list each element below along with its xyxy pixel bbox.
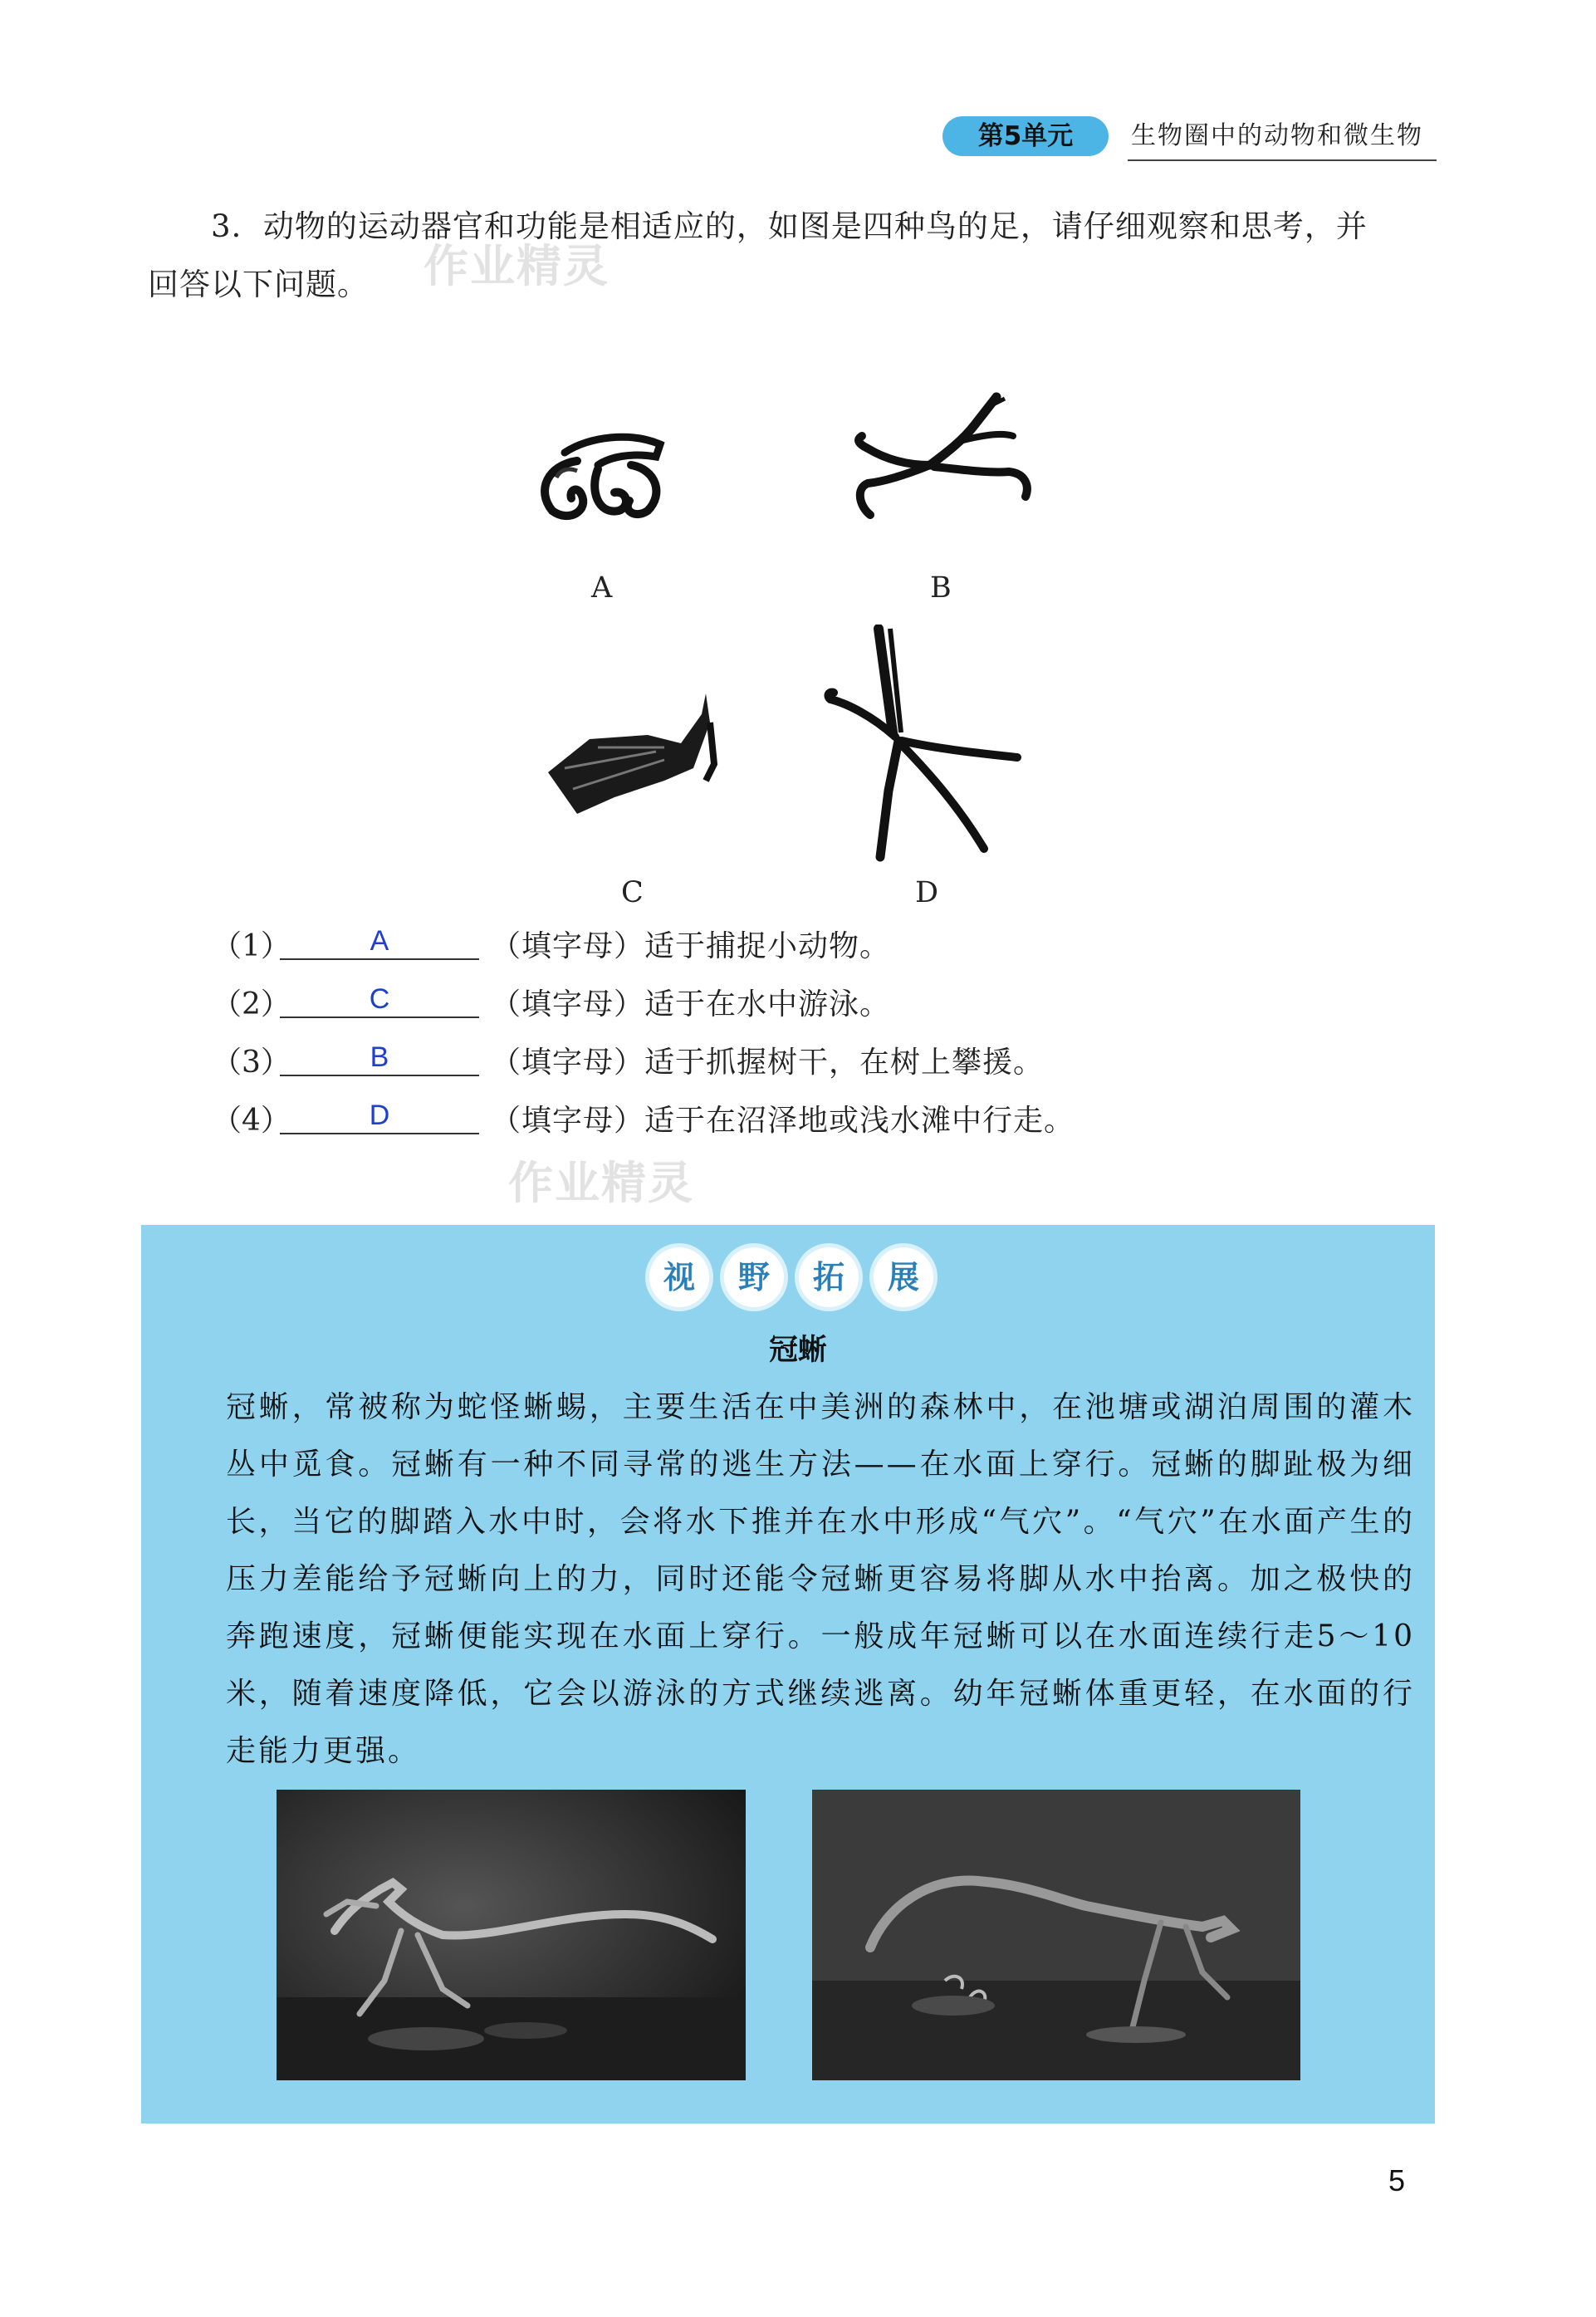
- watermark-middle: 作业精灵: [508, 1157, 694, 1209]
- answer-number: （3）: [212, 1046, 291, 1080]
- answer-blank[interactable]: B: [280, 1040, 479, 1076]
- unit-title: 生物圈中的动物和微生物: [1131, 121, 1423, 150]
- extension-title-char: 野: [724, 1247, 784, 1307]
- bird-foot-c-image: [540, 689, 722, 822]
- question-line-1: [148, 198, 1443, 256]
- extension-title-char: 展: [874, 1247, 933, 1307]
- bird-foot-d-image: [822, 625, 1038, 865]
- answer-number: （2）: [212, 987, 291, 1021]
- answer-text: （填字母）适于抓握树干，在树上攀援。: [491, 1046, 1045, 1080]
- question-line-2: 回答以下问题。: [148, 267, 369, 302]
- extension-paragraph: 冠蜥，常被称为蛇怪蜥蜴，主要生活在中美洲的森林中，在池塘或湖泊周围的灌木丛中觅食。冠蜥有一种不同寻常的逃生方法——在水面上穿行。冠蜥的脚趾极为细长，当它的脚踏入水中时，会将水下推并在水中形成“气穴”。“气穴”在水面产生的压力差能给予冠蜥向上的力，同时还能令冠蜥更容易将脚从水中抬离。加之极快的奔跑速度，冠蜥便能实现在水面上穿行。一般成年冠蜥可以在水面连续行走5～10米，随着速度降低，它会以游泳的方式继续逃离。幼年冠蜥体重更轻，在水面的行走能力更强。: [226, 1390, 1415, 1768]
- header-underline: [1128, 159, 1437, 161]
- extension-body: [163, 1379, 1415, 1780]
- bird-foot-a-image: [531, 419, 673, 531]
- answer-text: （填字母）适于在水中游泳。: [491, 987, 891, 1021]
- extension-heading: 冠蜥: [768, 1334, 827, 1367]
- answer-text: （填字母）适于捕捉小动物。: [491, 929, 891, 963]
- lizard-photo-left: [277, 1790, 746, 2080]
- question-number: 3.: [211, 208, 242, 244]
- figure-label-d: D: [915, 876, 939, 909]
- extension-title-char: 视: [649, 1247, 709, 1307]
- answer-row-1: [212, 922, 1374, 972]
- unit-badge: 第5单元: [942, 116, 1109, 156]
- answer-number: （4）: [212, 1104, 291, 1138]
- question-text: [148, 198, 1443, 314]
- page-number: 5: [1388, 2163, 1406, 2197]
- answer-row-4: [212, 1096, 1374, 1146]
- extension-title: [649, 1247, 933, 1307]
- answer-text: （填字母）适于在沼泽地或浅水滩中行走。: [491, 1104, 1075, 1138]
- bird-foot-b-image: [830, 390, 1046, 536]
- answer-number: （1）: [212, 929, 291, 963]
- answer-blank[interactable]: D: [280, 1098, 479, 1134]
- figure-label-c: C: [621, 876, 644, 909]
- answer-blank[interactable]: C: [280, 982, 479, 1018]
- answer-row-2: [212, 980, 1374, 1030]
- answer-row-3: [212, 1038, 1374, 1088]
- figure-label-a: A: [591, 571, 613, 605]
- extension-title-char: 拓: [799, 1247, 859, 1307]
- figure-label-b: B: [930, 571, 952, 605]
- watermark-top: 作业精灵: [423, 240, 610, 292]
- lizard-photo-right: [812, 1790, 1300, 2080]
- answer-blank[interactable]: A: [280, 923, 479, 960]
- question-line-1-text: 动物的运动器官和功能是相适应的，如图是四种鸟的足，请仔细观察和思考，并: [262, 208, 1368, 244]
